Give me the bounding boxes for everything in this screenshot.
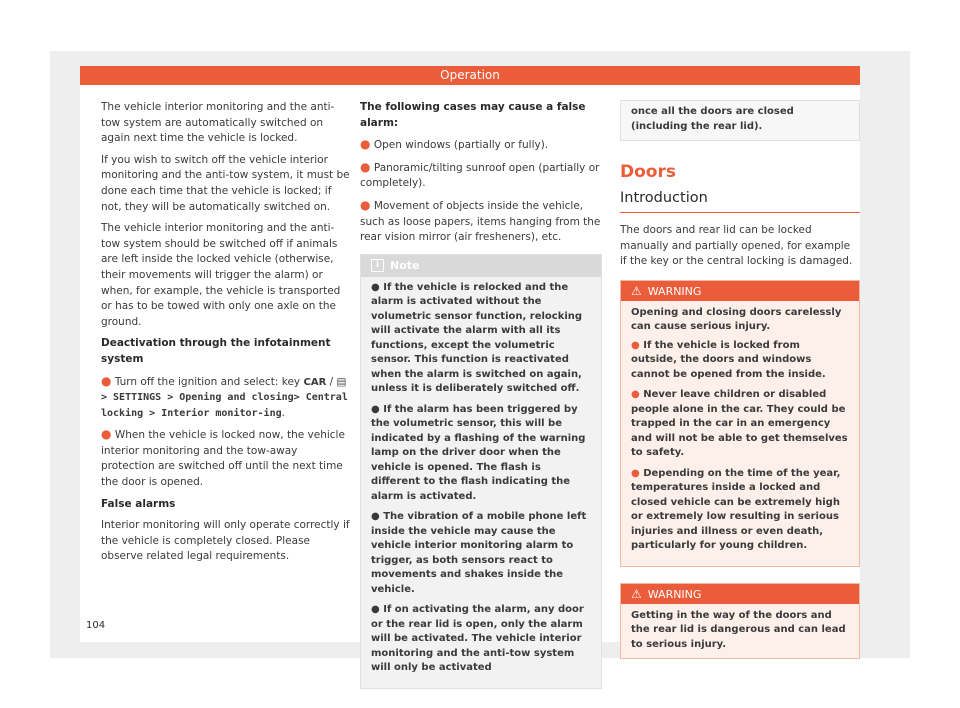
bullet-icon: ● [371,403,380,415]
list-item [371,603,591,676]
warning-header [621,584,859,604]
false-alarm-cases-heading: The following cases may cause a false alarm: [360,101,586,129]
bullet-text: When the vehicle is locked now, the vehicle interior monitoring and the tow-away protection are switched off until the next time the door is opened. [101,429,345,489]
section-header: Operation [80,66,860,85]
warning-triangle-icon: ⚠ [631,283,642,298]
list-item [360,137,602,154]
infotainment-key-icon: ▤ [336,375,347,388]
list-item [101,427,351,490]
bullet-icon: ● [371,281,380,293]
list-item [631,388,849,461]
note-continuation: once all the doors are closed (including the rear lid). [620,100,860,141]
list-item [360,160,602,192]
paragraph: If you wish to switch off the vehicle interior monitoring and the anti-tow system, it must be done each time that the vehicle is locked; if not, they will be automatically switched on. [101,153,350,213]
warning-triangle-icon: ⚠ [631,586,642,601]
bullet-icon: ● [631,467,640,479]
warning-body [621,604,859,659]
list-item [371,403,591,505]
page-number: 104 [86,620,106,631]
bullet-text: If the vehicle is locked from outside, the doors and windows cannot be opened from the inside. [631,339,826,380]
bullet-icon: ● [631,339,640,351]
paragraph: Interior monitoring will only operate correctly if the vehicle is completely closed. Please observe related legal requirements. [101,519,350,563]
bullet-text: Panoramic/tilting sunroof open (partially or completely). [360,161,600,190]
bullet-text: If the vehicle is relocked and the alarm is activated without the volumetric sensor function, relocking will activate the alarm with all its functions, except the volumetric sensor. This function is reactivated when the alarm is switched on again, unless it is deliberately switched off. [371,281,583,395]
bullet-text: The vibration of a mobile phone left inside the vehicle may cause the vehicle interior monitoring alarm to trigger, as both sensors react to movements and shakes inside the vehicle. [371,511,587,595]
bullet-text: If the alarm has been triggered by the volumetric sensor, this will be indicated by a flashing of the warning lamp on the driver door when the vehicle is opened. The flash is different to the flash indicating the alarm is activated. [371,403,586,502]
note-box [360,254,602,689]
bullet-icon: ● [360,159,371,174]
note-title: Note [390,258,420,272]
info-icon: i [371,259,384,272]
menu-path: > SETTINGS > Opening and closing> Central locking > Interior monitor-ing [101,392,348,419]
introduction-title: Introduction [620,191,860,214]
note-header [361,255,601,277]
list-item [371,510,591,597]
bullet-text: Never leave children or disabled people alone in the car. They could be trapped in the car in an emergency and will not be able to get themselves to safety. [631,389,848,459]
warning-box [620,280,860,567]
column-left [101,100,351,571]
column-middle [360,100,602,689]
bullet-icon: ● [360,137,371,152]
bullet-text: Movement of objects inside the vehicle, such as loose papers, items hanging from the rear vision mirror (air fresheners), etc. [360,199,601,244]
bullet-icon: ● [101,427,112,442]
bullet-text: If on activating the alarm, any door or the rear lid is open, only the alarm will be activated. The vehicle interior monitoring and the anti-tow system will only be activated [371,604,584,674]
bullet-text: Open windows (partially or fully). [373,139,549,152]
paragraph: The vehicle interior monitoring and the anti-tow system should be switched off if animals are left inside the locked vehicle (otherwise, their movements will trigger the alarm) or when, for example, the vehicle is transported or has to be towed with only one axle on the ground. [101,222,341,328]
column-right [620,100,860,659]
list-item [631,467,849,554]
bullet-icon: ● [371,604,380,616]
list-item [101,374,351,422]
bullet-icon: ● [631,389,640,401]
warning-box [620,583,860,660]
warning-body [621,301,859,566]
warning-text: Getting in the way of the doors and the rear lid is dangerous and can lead to serious injury. [631,609,846,650]
false-alarms-heading: False alarms [101,497,176,510]
car-key-icon: CAR [303,376,327,388]
warning-lead: Opening and closing doors carelessly can cause serious injury. [631,306,842,333]
bullet-icon: ● [101,373,112,388]
list-item [360,198,602,246]
list-item [371,281,591,397]
bullet-text: Turn off the ignition and select: key [114,375,301,388]
doors-title: Doors [620,162,676,182]
warning-title: WARNING [647,587,702,601]
bullet-icon: ● [371,511,380,523]
note-body [361,277,601,676]
bullet-text: Depending on the time of the year, temperatures inside a locked and closed vehicle can be extremely high or extremely low resulting in serious injuries and illness or even death, particularly for young children. [631,467,841,552]
list-item [631,339,849,383]
paragraph: The doors and rear lid can be locked manually and partially opened, for example if the key or the central locking is damaged. [620,224,853,268]
warning-header [621,281,859,301]
paragraph: The vehicle interior monitoring and the anti-tow system are automatically switched on again next time the vehicle is locked. [101,101,335,145]
warning-title: WARNING [647,284,702,298]
bullet-end: . [281,406,285,419]
deactivation-heading: Deactivation through the infotainment system [101,337,331,365]
separator: / [329,375,334,388]
bullet-icon: ● [360,197,371,212]
